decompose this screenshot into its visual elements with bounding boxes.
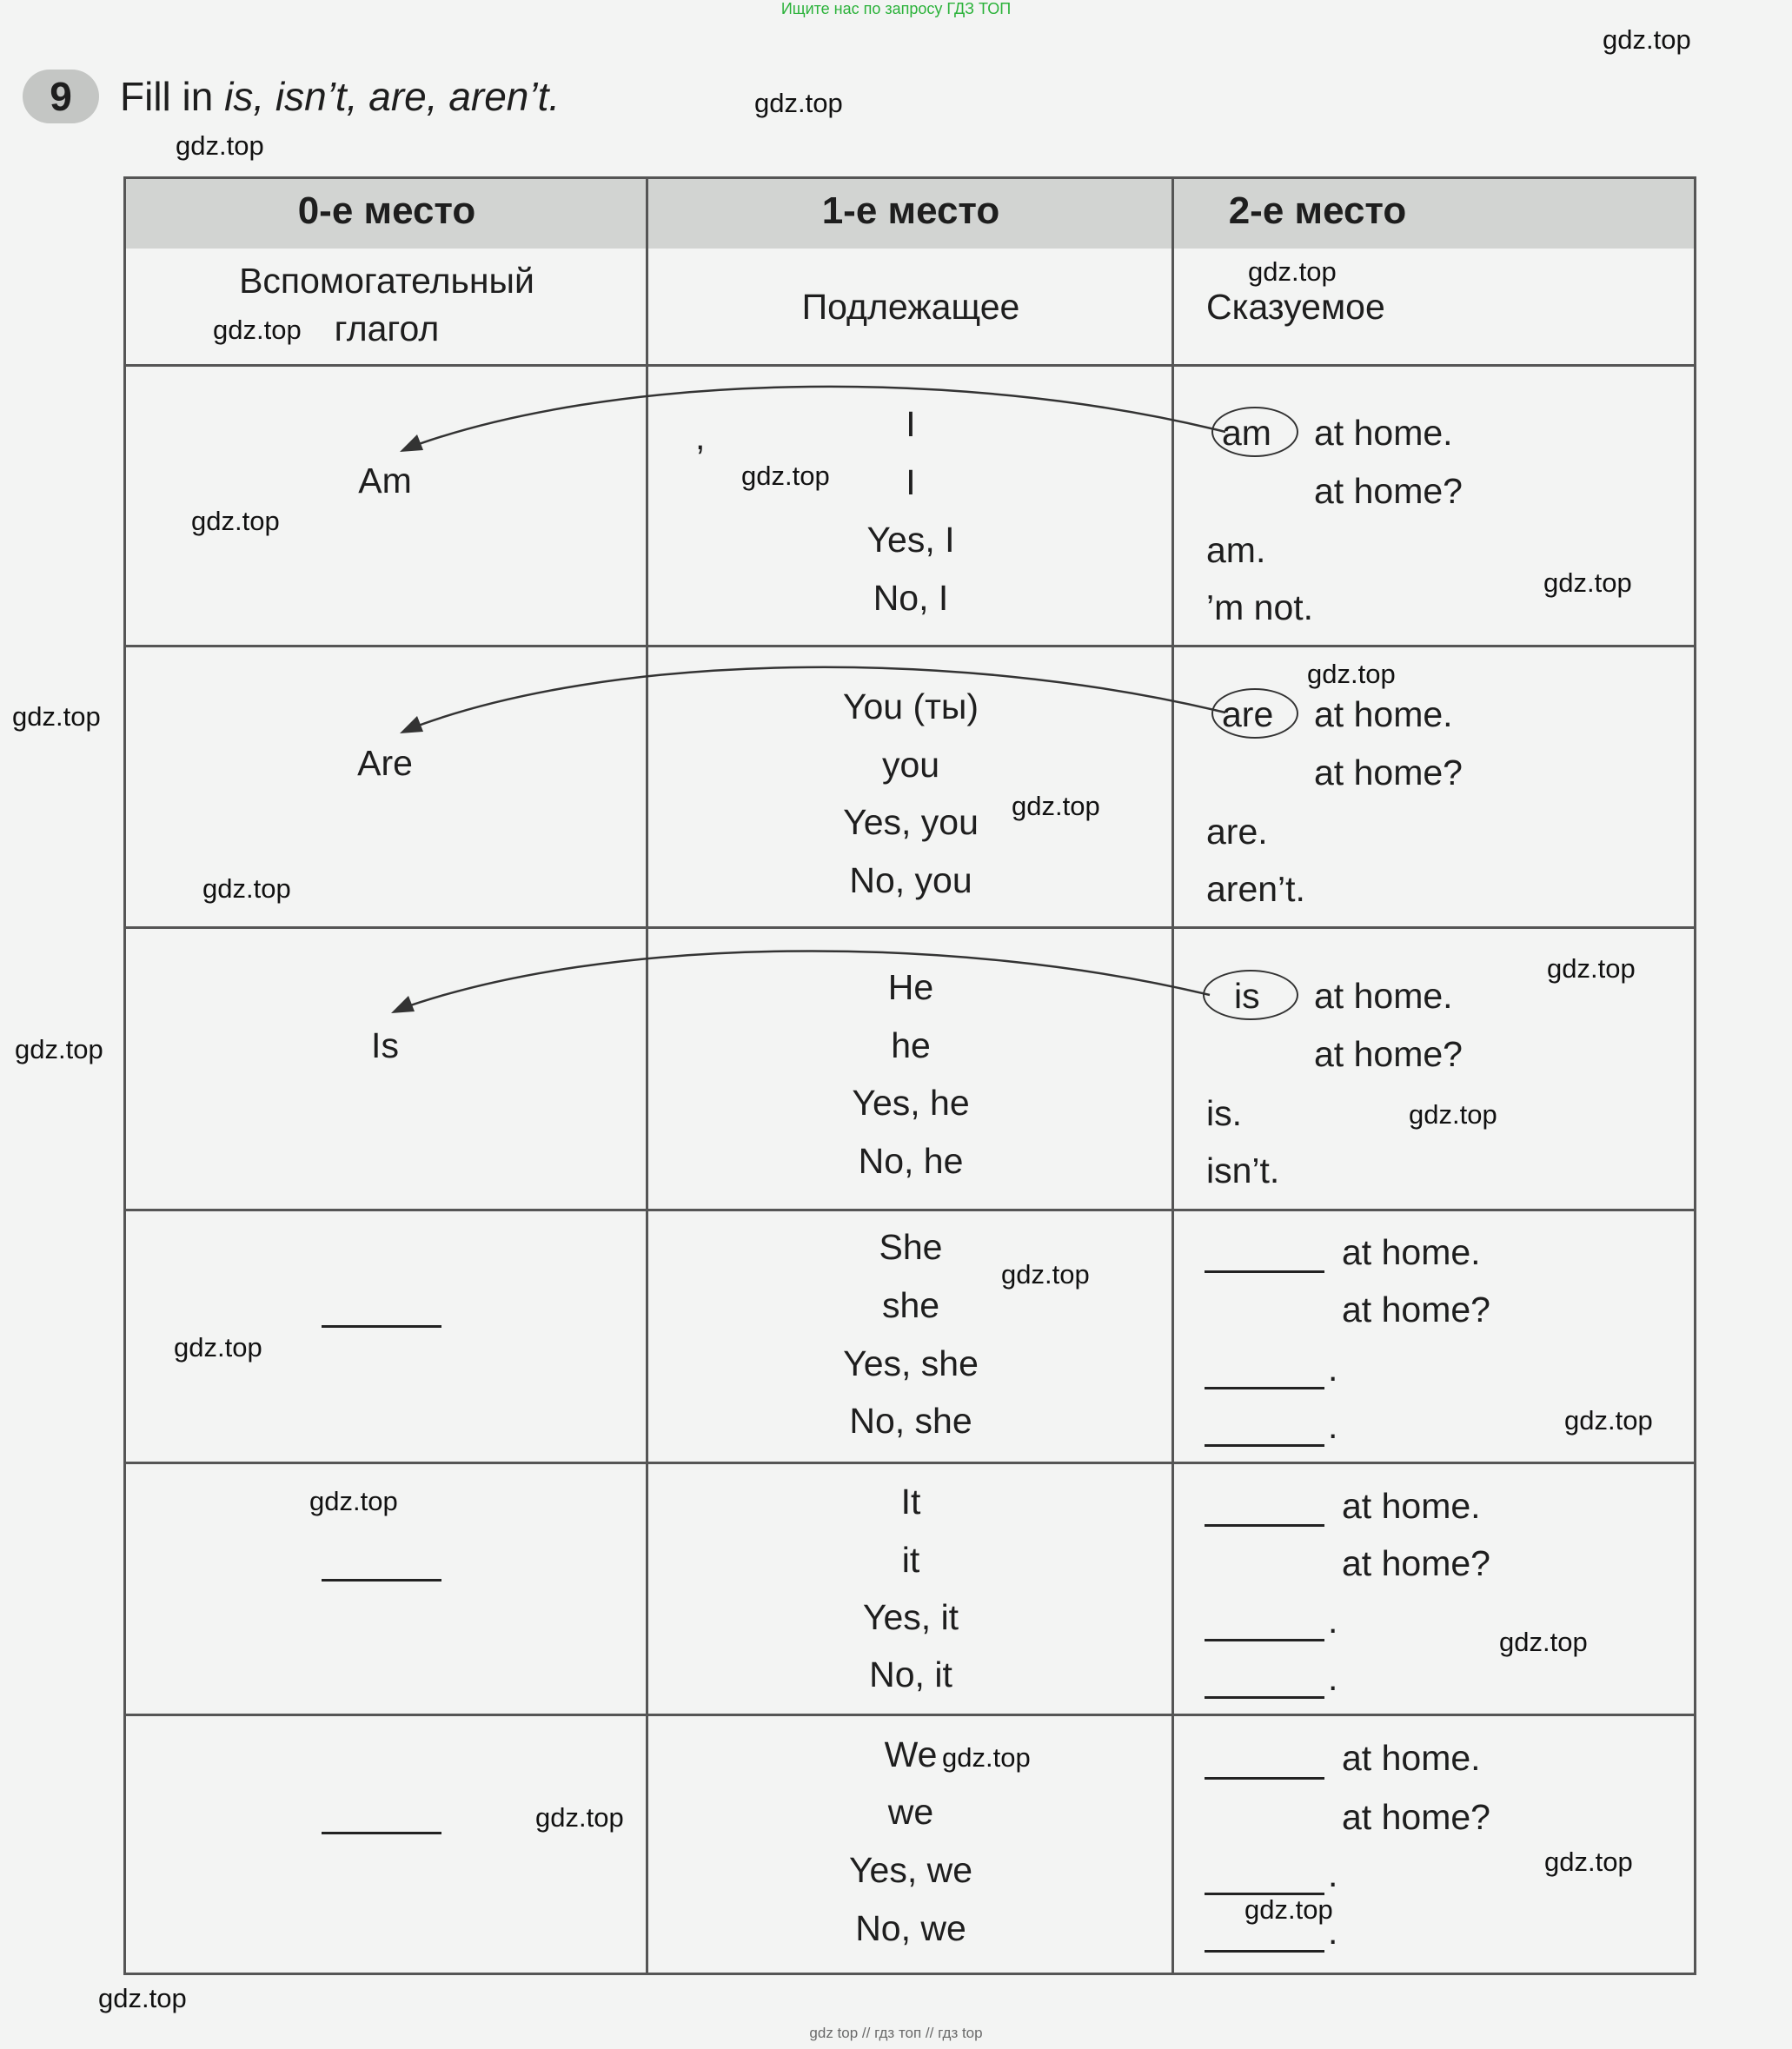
verb-answer-blank[interactable] [1205,1270,1324,1273]
exercise-instruction: Fill in is, isn’t, are, aren’t. [120,74,561,119]
predicate-question: at home? [1314,1034,1463,1074]
arrowhead-am [400,434,423,452]
short-no-blank[interactable] [1205,1444,1324,1447]
subject-short-no: No, it [869,1654,952,1694]
column-header-0: 0-е место [297,189,476,232]
subject-short-yes: Yes, he [852,1083,970,1123]
subject-question: it [901,1540,920,1580]
short-answer-no: . [1328,1658,1338,1698]
subject-short-no: No, she [849,1401,972,1441]
watermark: gdz.top [202,873,291,904]
predicate-question: at home? [1342,1543,1490,1583]
short-answer-no: ’m not. [1206,587,1314,627]
watermark: gdz.top [176,130,264,161]
subheader-aux-line2: глагол [334,308,440,348]
watermark: gdz.top [1012,791,1100,821]
watermark: gdz.top [754,88,843,118]
subject-statement: He [887,967,934,1007]
watermark: gdz.top [1564,1405,1653,1436]
subject-question: I [906,462,916,502]
subject-question: you [881,745,940,785]
short-answer-yes: . [1328,1601,1338,1641]
predicate-statement: at home. [1314,976,1453,1016]
subject-short-yes: Yes, it [862,1597,959,1637]
short-yes-blank[interactable] [1205,1387,1324,1389]
moved-verb: is [1234,976,1260,1016]
aux-verb: Am [358,461,412,501]
watermark: gdz.top [1543,567,1632,598]
subject-short-no: No, you [849,860,972,900]
moved-verb: are [1222,694,1274,734]
subject-question: he [891,1025,931,1065]
subject-statement: I [906,404,916,444]
predicate-question: at home? [1314,471,1463,511]
watermark: gdz.top [1001,1259,1090,1290]
short-answer-yes: are. [1206,812,1268,852]
short-no-blank[interactable] [1205,1950,1324,1953]
subject-statement: She [879,1227,943,1267]
predicate-question: at home? [1342,1797,1490,1837]
arrowhead-is [391,996,415,1013]
predicate-statement: at home. [1342,1486,1481,1526]
watermark: gdz.top [1547,953,1636,984]
aux-verb: Is [371,1025,399,1065]
watermark: gdz.top [942,1742,1031,1773]
comma-mark: , [695,417,706,457]
subject-statement: We [884,1734,938,1774]
site-banner[interactable]: Ищите нас по запросу ГДЗ ТОП [780,0,1012,17]
subject-statement: It [900,1482,921,1522]
arrowhead-are [400,716,423,733]
aux-answer-blank[interactable] [322,1579,441,1582]
subject-short-yes: Yes, we [848,1850,973,1890]
column-header-2: 2-е место [1228,189,1407,232]
short-answer-yes: is. [1206,1093,1242,1133]
watermark: gdz.top [1499,1627,1588,1657]
predicate-statement: at home. [1342,1232,1481,1272]
watermark: gdz.top [98,1983,187,2013]
subject-short-no: No, we [855,1908,966,1948]
subject-statement: You (ты) [842,686,979,726]
watermark: gdz.top [174,1332,262,1363]
watermark: gdz.top [1244,1894,1333,1925]
verb-answer-blank[interactable] [1205,1777,1324,1780]
verb-answer-blank[interactable] [1205,1524,1324,1527]
watermark: gdz.top [741,461,830,491]
subject-short-yes: Yes, she [843,1343,979,1383]
subject-short-no: No, he [858,1141,964,1181]
subject-question: we [887,1792,934,1832]
aux-answer-blank[interactable] [322,1325,441,1328]
moved-verb: am [1222,413,1271,453]
short-answer-no: . [1328,1406,1338,1446]
watermark: gdz.top [12,701,101,732]
short-answer-no: . [1328,1912,1338,1952]
subject-question: she [881,1285,940,1325]
watermark: gdz.top [15,1034,103,1064]
watermark: gdz.top [213,315,302,345]
short-answer-no: aren’t. [1206,869,1305,909]
aux-answer-blank[interactable] [322,1832,441,1834]
predicate-statement: at home. [1314,413,1453,453]
short-answer-yes: am. [1206,530,1266,570]
footer-links[interactable]: gdz top // гдз топ // гдз top [809,2025,983,2041]
watermark: gdz.top [191,506,280,536]
subject-short-no: No, I [873,578,949,618]
aux-verb: Are [357,743,413,783]
subheader-aux-line1: Вспомогательный [239,261,534,301]
predicate-question: at home? [1342,1290,1490,1330]
subheader-subject: Подлежащее [801,287,1020,327]
watermark: gdz.top [1307,659,1396,689]
watermark: gdz.top [535,1802,624,1833]
watermark: gdz.top [1409,1099,1497,1130]
subject-short-yes: Yes, I [866,520,955,560]
short-answer-yes: . [1328,1349,1338,1389]
column-header-1: 1-е место [821,189,1000,232]
short-answer-yes: . [1328,1854,1338,1894]
watermark: gdz.top [1544,1847,1633,1877]
predicate-statement: at home. [1314,694,1453,734]
subject-short-yes: Yes, you [843,802,979,842]
watermark: gdz.top [309,1486,398,1516]
subheader-predicate: Сказуемое [1206,287,1385,327]
short-no-blank[interactable] [1205,1696,1324,1699]
short-yes-blank[interactable] [1205,1639,1324,1641]
predicate-question: at home? [1314,753,1463,792]
exercise-number-badge: 9 [23,70,99,123]
watermark: gdz.top [1248,256,1337,287]
predicate-statement: at home. [1342,1738,1481,1778]
watermark: gdz.top [1603,24,1691,55]
short-answer-no: isn’t. [1206,1150,1280,1190]
